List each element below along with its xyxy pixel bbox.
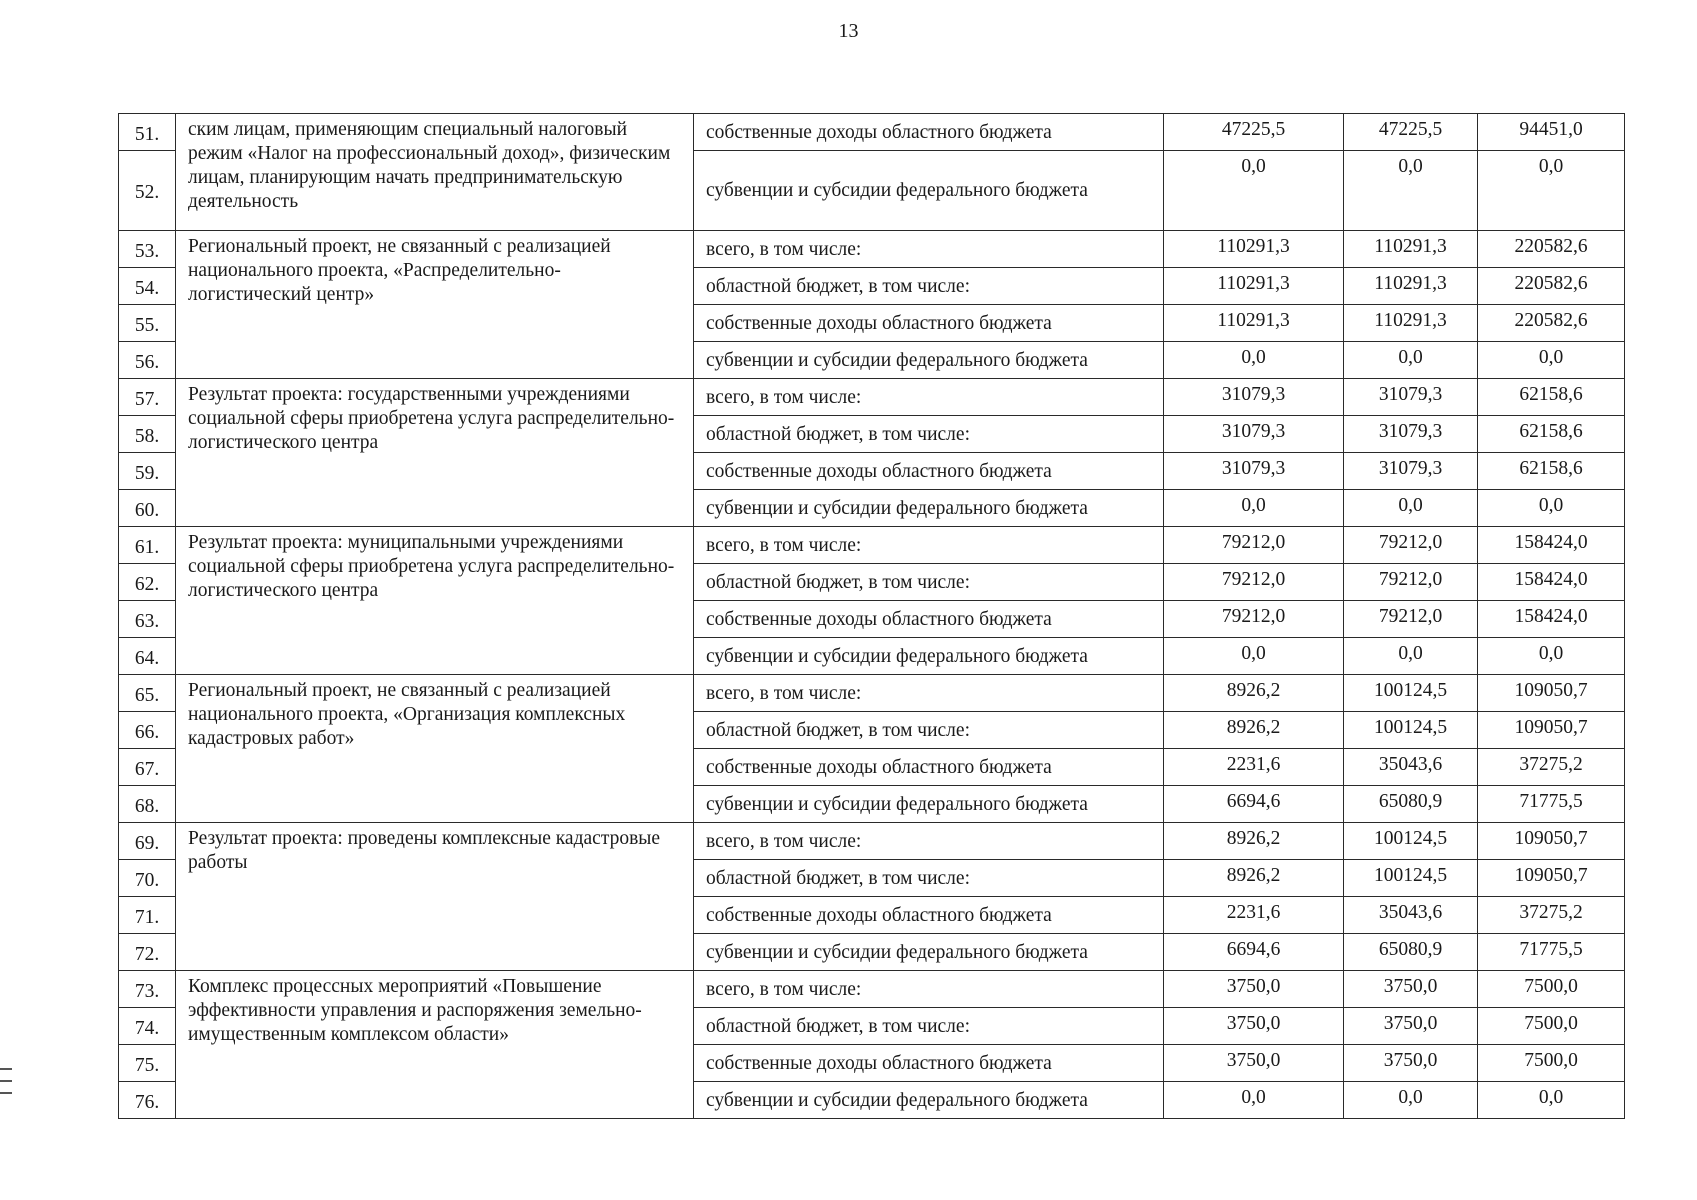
funding-source: собственные доходы областного бюджета [694, 749, 1164, 786]
row-number: 64. [119, 638, 176, 675]
funding-source: всего, в том числе: [694, 527, 1164, 564]
budget-table-body [119, 114, 1625, 1119]
value-total: 0,0 [1478, 1082, 1625, 1119]
value-year-1: 110291,3 [1164, 305, 1344, 342]
funding-source: всего, в том числе: [694, 379, 1164, 416]
value-year-1: 110291,3 [1164, 268, 1344, 305]
funding-source: субвенции и субсидии федерального бюджета [694, 342, 1164, 379]
funding-source: собственные доходы областного бюджета [694, 1045, 1164, 1082]
value-total: 158424,0 [1478, 601, 1625, 638]
row-number: 68. [119, 786, 176, 823]
value-total: 109050,7 [1478, 675, 1625, 712]
row-number: 55. [119, 305, 176, 342]
value-year-2: 0,0 [1344, 151, 1478, 231]
value-year-2: 47225,5 [1344, 114, 1478, 151]
value-year-2: 100124,5 [1344, 675, 1478, 712]
value-year-1: 0,0 [1164, 490, 1344, 527]
table-row [119, 971, 1625, 1008]
funding-source: областной бюджет, в том числе: [694, 268, 1164, 305]
value-year-1: 31079,3 [1164, 379, 1344, 416]
value-year-2: 65080,9 [1344, 934, 1478, 971]
value-total: 158424,0 [1478, 527, 1625, 564]
value-total: 94451,0 [1478, 114, 1625, 151]
row-number: 56. [119, 342, 176, 379]
value-total: 220582,6 [1478, 268, 1625, 305]
row-number: 57. [119, 379, 176, 416]
value-year-1: 79212,0 [1164, 601, 1344, 638]
value-year-1: 31079,3 [1164, 453, 1344, 490]
value-year-1: 2231,6 [1164, 749, 1344, 786]
row-number: 60. [119, 490, 176, 527]
funding-source: субвенции и субсидии федерального бюджета [694, 638, 1164, 675]
funding-source: собственные доходы областного бюджета [694, 601, 1164, 638]
funding-source: всего, в том числе: [694, 971, 1164, 1008]
value-year-1: 3750,0 [1164, 1045, 1344, 1082]
funding-source: субвенции и субсидии федерального бюджета [694, 786, 1164, 823]
page-number: 13 [838, 20, 859, 42]
value-total: 0,0 [1478, 342, 1625, 379]
value-year-2: 35043,6 [1344, 897, 1478, 934]
table-row [119, 527, 1625, 564]
value-year-1: 0,0 [1164, 638, 1344, 675]
funding-source: собственные доходы областного бюджета [694, 453, 1164, 490]
value-year-2: 100124,5 [1344, 823, 1478, 860]
row-number: 61. [119, 527, 176, 564]
value-total: 0,0 [1478, 638, 1625, 675]
value-total: 0,0 [1478, 151, 1625, 231]
value-year-1: 31079,3 [1164, 416, 1344, 453]
funding-source: субвенции и субсидии федерального бюджета [694, 490, 1164, 527]
value-total: 7500,0 [1478, 1045, 1625, 1082]
row-number: 54. [119, 268, 176, 305]
value-year-2: 0,0 [1344, 342, 1478, 379]
row-number: 52. [119, 151, 176, 231]
row-number: 75. [119, 1045, 176, 1082]
item-name: Результат проекта: государственными учреждениями социальной сферы приобретена услуга распределительно-логистического центра [176, 379, 694, 527]
row-number: 53. [119, 231, 176, 268]
value-year-2: 110291,3 [1344, 231, 1478, 268]
value-total: 37275,2 [1478, 749, 1625, 786]
funding-source: всего, в том числе: [694, 231, 1164, 268]
value-year-2: 0,0 [1344, 490, 1478, 527]
value-year-2: 31079,3 [1344, 453, 1478, 490]
value-year-1: 2231,6 [1164, 897, 1344, 934]
value-year-2: 79212,0 [1344, 527, 1478, 564]
value-year-1: 8926,2 [1164, 675, 1344, 712]
row-number: 58. [119, 416, 176, 453]
item-name: Комплекс процессных мероприятий «Повышение эффективности управления и распоряжения земельно-имущественным комплексом области» [176, 971, 694, 1119]
margin-mark [0, 1080, 12, 1082]
row-number: 72. [119, 934, 176, 971]
value-year-2: 79212,0 [1344, 601, 1478, 638]
value-year-2: 110291,3 [1344, 268, 1478, 305]
row-number: 74. [119, 1008, 176, 1045]
funding-source: всего, в том числе: [694, 675, 1164, 712]
value-year-2: 31079,3 [1344, 416, 1478, 453]
value-year-1: 6694,6 [1164, 786, 1344, 823]
value-year-2: 110291,3 [1344, 305, 1478, 342]
budget-table [118, 113, 1625, 1119]
row-number: 70. [119, 860, 176, 897]
funding-source: областной бюджет, в том числе: [694, 564, 1164, 601]
item-name: Результат проекта: муниципальными учреждениями социальной сферы приобретена услуга распределительно-логистического центра [176, 527, 694, 675]
value-year-2: 3750,0 [1344, 971, 1478, 1008]
row-number: 69. [119, 823, 176, 860]
value-year-2: 3750,0 [1344, 1045, 1478, 1082]
value-year-1: 79212,0 [1164, 527, 1344, 564]
value-year-1: 0,0 [1164, 342, 1344, 379]
value-year-1: 0,0 [1164, 1082, 1344, 1119]
value-total: 62158,6 [1478, 453, 1625, 490]
table-row [119, 114, 1625, 151]
value-total: 37275,2 [1478, 897, 1625, 934]
value-year-1: 110291,3 [1164, 231, 1344, 268]
row-number: 66. [119, 712, 176, 749]
funding-source: собственные доходы областного бюджета [694, 305, 1164, 342]
value-total: 62158,6 [1478, 379, 1625, 416]
funding-source: всего, в том числе: [694, 823, 1164, 860]
value-total: 71775,5 [1478, 786, 1625, 823]
value-total: 62158,6 [1478, 416, 1625, 453]
table-row [119, 675, 1625, 712]
row-number: 71. [119, 897, 176, 934]
item-name: Региональный проект, не связанный с реализацией национального проекта, «Организация комплексных кадастровых работ» [176, 675, 694, 823]
funding-source: областной бюджет, в том числе: [694, 1008, 1164, 1045]
row-number: 51. [119, 114, 176, 151]
funding-source: субвенции и субсидии федерального бюджета [694, 934, 1164, 971]
funding-source: собственные доходы областного бюджета [694, 114, 1164, 151]
row-number: 63. [119, 601, 176, 638]
value-year-2: 79212,0 [1344, 564, 1478, 601]
row-number: 65. [119, 675, 176, 712]
row-number: 67. [119, 749, 176, 786]
item-name: Результат проекта: проведены комплексные кадастровые работы [176, 823, 694, 971]
funding-source: областной бюджет, в том числе: [694, 416, 1164, 453]
value-total: 158424,0 [1478, 564, 1625, 601]
item-name: Региональный проект, не связанный с реализацией национального проекта, «Распределительно-логистический центр» [176, 231, 694, 379]
value-year-1: 3750,0 [1164, 971, 1344, 1008]
row-number: 76. [119, 1082, 176, 1119]
value-year-1: 8926,2 [1164, 823, 1344, 860]
value-total: 7500,0 [1478, 1008, 1625, 1045]
value-total: 220582,6 [1478, 305, 1625, 342]
funding-source: субвенции и субсидии федерального бюджета [694, 151, 1164, 231]
value-year-2: 3750,0 [1344, 1008, 1478, 1045]
item-name: ским лицам, применяющим специальный налоговый режим «Налог на профессиональный доход», физическим лицам, планирующим начать предпринимательскую деятельность [176, 114, 694, 231]
row-number: 62. [119, 564, 176, 601]
value-year-2: 35043,6 [1344, 749, 1478, 786]
funding-source: субвенции и субсидии федерального бюджета [694, 1082, 1164, 1119]
table-row [119, 823, 1625, 860]
margin-mark [0, 1092, 12, 1094]
value-year-2: 0,0 [1344, 1082, 1478, 1119]
table-row [119, 379, 1625, 416]
value-year-2: 100124,5 [1344, 860, 1478, 897]
value-year-1: 47225,5 [1164, 114, 1344, 151]
funding-source: собственные доходы областного бюджета [694, 897, 1164, 934]
value-year-2: 0,0 [1344, 638, 1478, 675]
value-year-2: 31079,3 [1344, 379, 1478, 416]
margin-mark [0, 1068, 12, 1070]
value-total: 109050,7 [1478, 712, 1625, 749]
value-year-1: 0,0 [1164, 151, 1344, 231]
value-total: 7500,0 [1478, 971, 1625, 1008]
row-number: 73. [119, 971, 176, 1008]
value-total: 0,0 [1478, 490, 1625, 527]
table-row [119, 231, 1625, 268]
value-total: 109050,7 [1478, 823, 1625, 860]
funding-source: областной бюджет, в том числе: [694, 860, 1164, 897]
value-year-1: 3750,0 [1164, 1008, 1344, 1045]
value-year-1: 8926,2 [1164, 860, 1344, 897]
value-year-2: 65080,9 [1344, 786, 1478, 823]
row-number: 59. [119, 453, 176, 490]
value-year-1: 79212,0 [1164, 564, 1344, 601]
value-total: 109050,7 [1478, 860, 1625, 897]
value-total: 220582,6 [1478, 231, 1625, 268]
value-year-1: 8926,2 [1164, 712, 1344, 749]
value-year-2: 100124,5 [1344, 712, 1478, 749]
funding-source: областной бюджет, в том числе: [694, 712, 1164, 749]
value-total: 71775,5 [1478, 934, 1625, 971]
value-year-1: 6694,6 [1164, 934, 1344, 971]
